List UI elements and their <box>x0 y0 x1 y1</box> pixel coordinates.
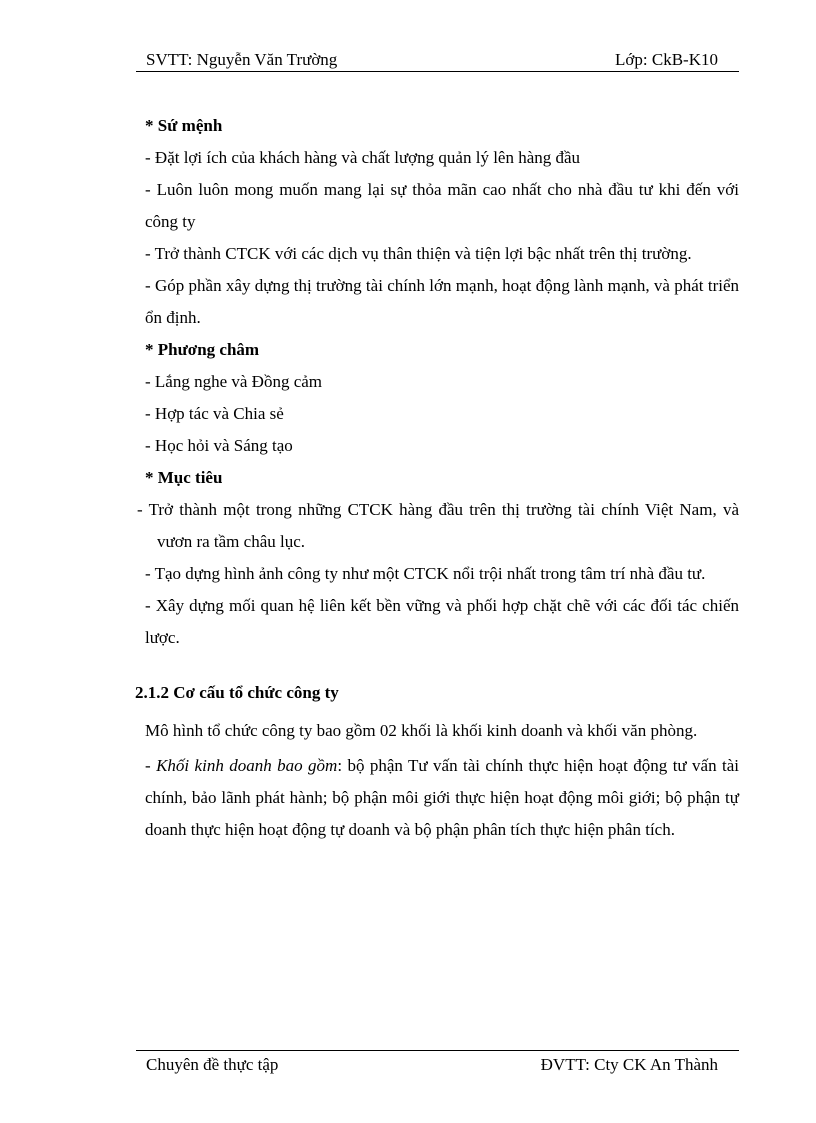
phuong-cham-item: - Lắng nghe và Đồng cảm <box>145 372 323 391</box>
heading-muc-tieu: * Mục tiêu <box>145 468 223 487</box>
business-block-term: Khối kinh doanh bao gồm <box>156 756 338 775</box>
footer-company: ĐVTT: Cty CK An Thành <box>540 1055 718 1074</box>
business-lead: - <box>145 756 157 775</box>
muc-tieu-item: - Trở thành một trong những CTCK hàng đầu trên thị trường tài chính Việt Nam, và vươn ra tầm châu lục. <box>137 500 739 551</box>
phuong-cham-item: - Học hỏi và Sáng tạo <box>145 436 293 455</box>
header-class: Lớp: CkB-K10 <box>615 50 718 69</box>
page-header <box>136 48 739 72</box>
su-menh-item: - Góp phần xây dựng thị trường tài chính lớn mạnh, hoạt động lành mạnh, và phát triển ổn định. <box>145 276 739 327</box>
section-heading: 2.1.2 Cơ cấu tổ chức công ty <box>135 683 339 702</box>
muc-tieu-item: - Xây dựng mối quan hệ liên kết bền vững và phối hợp chặt chẽ với các đối tác chiến lược. <box>145 596 739 647</box>
su-menh-item: - Luôn luôn mong muốn mang lại sự thỏa mãn cao nhất cho nhà đầu tư khi đến với công ty <box>145 180 739 231</box>
paragraph-business-block <box>145 750 739 846</box>
header-student: SVTT: Nguyễn Văn Trường <box>146 50 338 69</box>
muc-tieu-item: - Tạo dựng hình ảnh công ty như một CTCK nổi trội nhất trong tâm trí nhà đầu tư. <box>145 564 706 583</box>
paragraph-structure-text: Mô hình tổ chức công ty bao gồm 02 khối là khối kinh doanh và khối văn phòng. <box>145 721 698 740</box>
business-block-text: : bộ phận Tư vấn tài chính thực hiện hoạt động tư vấn tài chính, bảo lãnh phát hành; bộ phận môi giới thực hiện hoạt động môi giới; bộ phận tự doanh thực hiện hoạt động tự doanh và bộ phận phân tích thực hiện phân tích. <box>145 756 740 839</box>
heading-phuong-cham: * Phương châm <box>145 340 260 359</box>
page-body <box>135 110 740 846</box>
su-menh-item: - Trở thành CTCK với các dịch vụ thân thiện và tiện lợi bậc nhất trên thị trường. <box>145 244 692 263</box>
page-footer <box>136 1050 739 1081</box>
su-menh-item: - Đặt lợi ích của khách hàng và chất lượng quản lý lên hàng đầu <box>145 148 581 167</box>
phuong-cham-item: - Hợp tác và Chia sẻ <box>145 404 284 423</box>
footer-report: Chuyên đề thực tập <box>146 1055 279 1074</box>
paragraph-structure <box>145 715 739 747</box>
heading-su-menh: * Sứ mệnh <box>145 116 223 135</box>
